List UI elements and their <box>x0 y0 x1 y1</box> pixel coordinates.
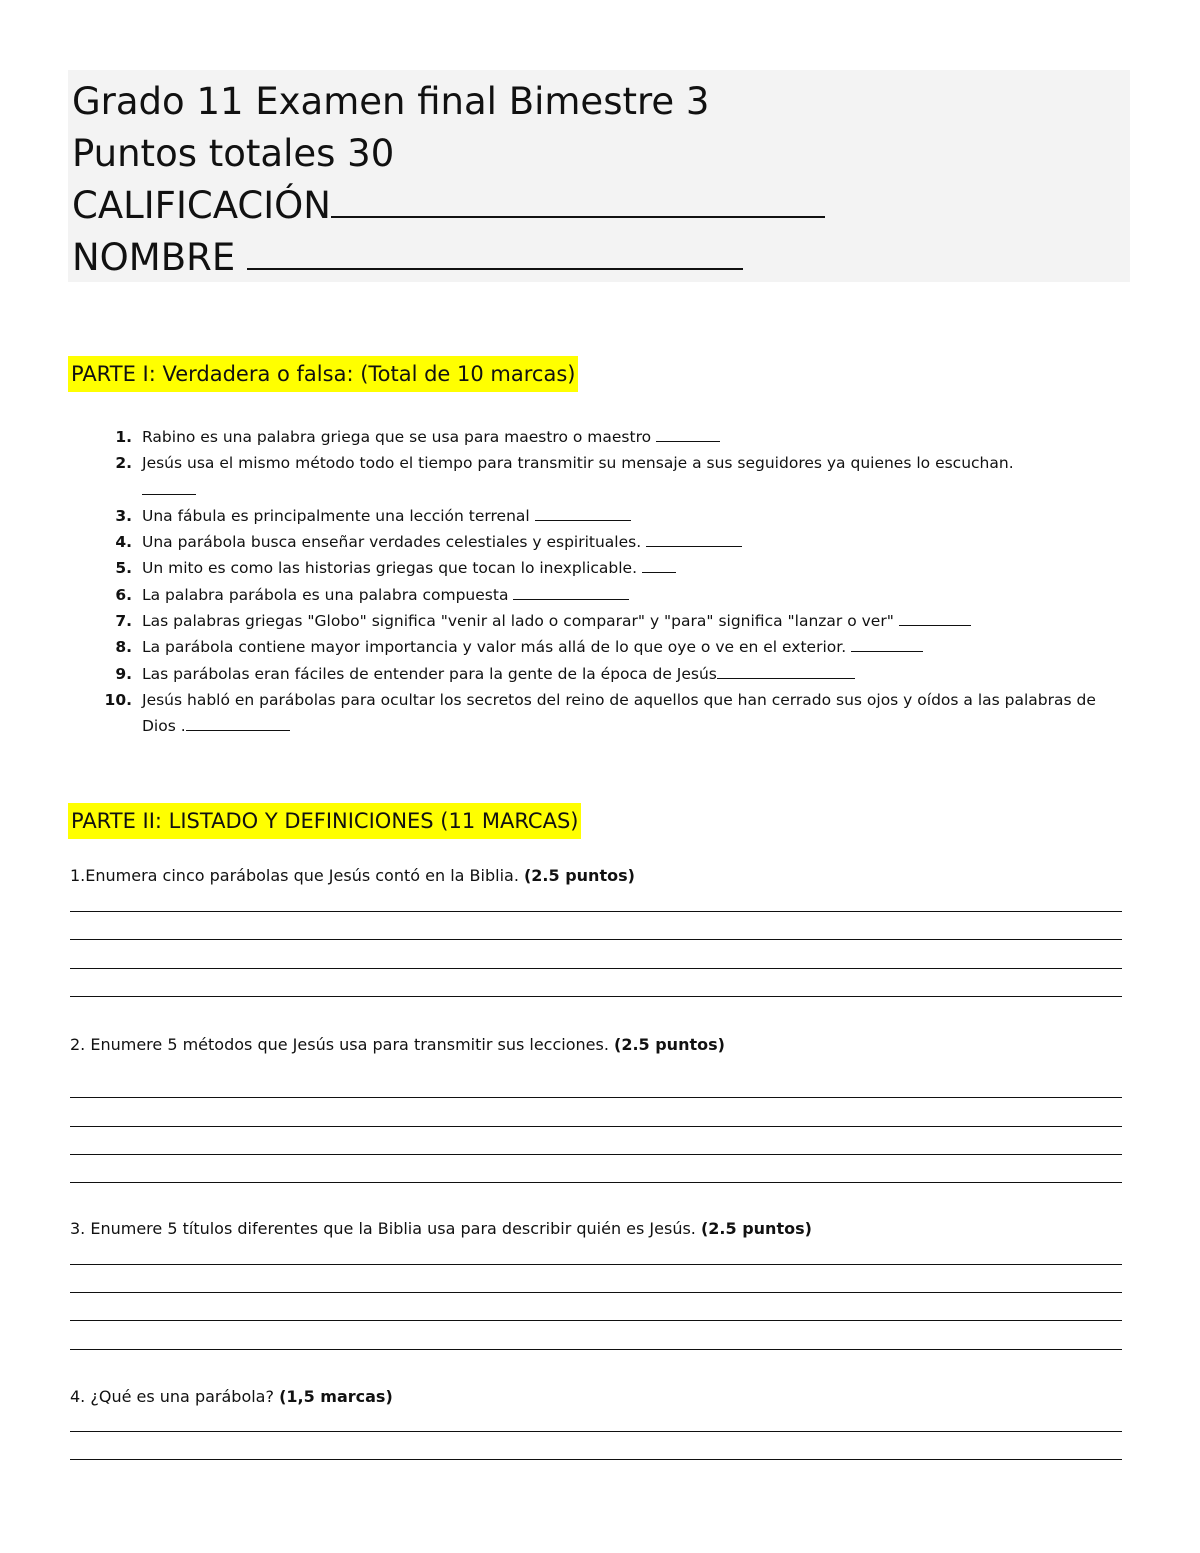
question-3: 3. Enumere 5 títulos diferentes que la Biblia usa para describir quién es Jesús. (2.5 puntos) <box>70 1219 812 1238</box>
list-item: 6. La palabra parábola es una palabra compuesta <box>68 582 1128 608</box>
question-2: 2. Enumere 5 métodos que Jesús usa para transmitir sus lecciones. (2.5 puntos) <box>70 1035 725 1054</box>
list-item: 4. Una parábola busca enseñar verdades celestiales y espirituales. <box>68 529 1128 555</box>
answer-line <box>70 1431 1122 1432</box>
list-item: 9. Las parábolas eran fáciles de entender para la gente de la época de Jesús <box>68 661 1128 687</box>
answer-line <box>70 996 1122 997</box>
part2-title: PARTE II: LISTADO Y DEFINICIONES (11 MARCAS) <box>68 803 581 839</box>
answer-line <box>70 968 1122 969</box>
answer-blank <box>646 533 742 547</box>
name-blank <box>247 238 743 270</box>
answer-line <box>70 1154 1122 1155</box>
answer-line <box>70 1292 1122 1293</box>
answer-line <box>70 1097 1122 1098</box>
question-4: 4. ¿Qué es una parábola? (1,5 marcas) <box>70 1387 393 1406</box>
list-item: 7. Las palabras griegas "Globo" significa "venir al lado o comparar" y "para" significa "lanzar o ver" <box>68 608 1128 634</box>
part1-title: PARTE I: Verdadera o falsa: (Total de 10 marcas) <box>68 356 578 392</box>
exam-title: Grado 11 Examen final Bimestre 3 <box>72 80 710 123</box>
grade-line <box>72 184 825 227</box>
list-item: 3. Una fábula es principalmente una lección terrenal <box>68 503 1128 529</box>
exam-header <box>68 70 1130 282</box>
question-1: 1.Enumera cinco parábolas que Jesús contó en la Biblia. (2.5 puntos) <box>70 866 635 885</box>
answer-blank <box>642 559 676 573</box>
list-item: 1. Rabino es una palabra griega que se usa para maestro o maestro <box>68 424 1128 450</box>
answer-blank <box>899 612 971 626</box>
answer-line <box>70 1182 1122 1183</box>
answer-line <box>70 1320 1122 1321</box>
total-points: Puntos totales 30 <box>72 132 395 175</box>
list-item: 5. Un mito es como las historias griegas que tocan lo inexplicable. <box>68 555 1128 581</box>
list-item: 2. Jesús usa el mismo método todo el tiempo para transmitir su mensaje a sus seguidores ya quienes lo escuchan. <box>68 450 1128 503</box>
answer-line <box>70 1349 1122 1350</box>
name-label: NOMBRE <box>72 236 247 279</box>
answer-blank <box>142 481 196 495</box>
answer-blank <box>717 665 855 679</box>
answer-blank <box>513 586 629 600</box>
list-item: 8. La parábola contiene mayor importancia y valor más allá de lo que oye o ve en el exterior. <box>68 634 1128 660</box>
answer-line <box>70 1264 1122 1265</box>
answer-line <box>70 939 1122 940</box>
grade-label: CALIFICACIÓN <box>72 184 331 227</box>
list-item: 10. Jesús habló en parábolas para ocultar los secretos del reino de aquellos que han cerrado sus ojos y oídos a las palabras de Dios . <box>104 690 1096 736</box>
answer-blank <box>851 638 923 652</box>
answer-line <box>70 911 1122 912</box>
name-line <box>72 236 743 279</box>
answer-line <box>70 1126 1122 1127</box>
true-false-list <box>68 424 1128 740</box>
answer-blank <box>535 507 631 521</box>
grade-blank <box>331 186 825 218</box>
answer-blank <box>656 428 720 442</box>
answer-blank <box>186 717 290 731</box>
answer-line <box>70 1459 1122 1460</box>
